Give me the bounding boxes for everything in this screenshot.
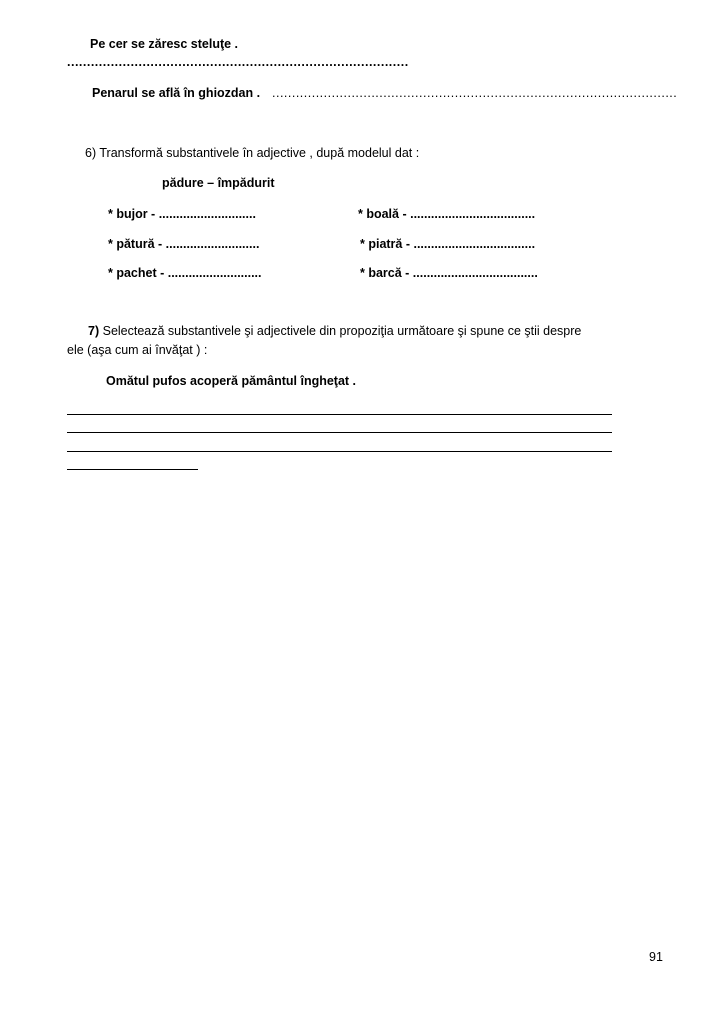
exercise-6-item: * pătură - ........................... [108, 237, 260, 251]
answer-underline [67, 414, 612, 415]
exercise-7-instruction-line-1: Selectează substantivele şi adjectivele din propoziţia următoare şi spune ce ştii despre [102, 324, 582, 338]
exercise-6-item: * boală - .................................... [358, 207, 536, 221]
exercise-6-instruction: 6) Transformă substantivele în adjective , după modelul dat : [85, 146, 420, 160]
answer-line-1: ...................................................................................... [67, 55, 409, 69]
exercise-7-sentence: Omătul pufos acoperă pământul îngheţat . [106, 374, 357, 388]
answer-underline [67, 451, 612, 452]
sentence-2: Penarul se află în ghiozdan . [92, 86, 261, 100]
answer-underline [67, 469, 198, 470]
exercise-6-item: * pachet - ........................... [108, 266, 262, 280]
exercise-7-instruction-line-2: ele (aşa cum ai învăţat ) : [67, 343, 208, 357]
sentence-1: Pe cer se zăresc steluţe . [90, 37, 239, 51]
exercise-7-instruction [88, 324, 581, 338]
exercise-6-item: * barcă - .................................... [360, 266, 538, 280]
answer-underline [67, 432, 612, 433]
answer-line-2: ...................................................................................................... [272, 86, 678, 100]
exercise-6-item: * piatră - ................................... [360, 237, 536, 251]
exercise-6-item: * bujor - ............................ [108, 207, 256, 221]
page-number: 91 [649, 950, 663, 964]
exercise-6-model: pădure – împădurit [162, 176, 275, 190]
exercise-7-number: 7) [88, 324, 100, 338]
